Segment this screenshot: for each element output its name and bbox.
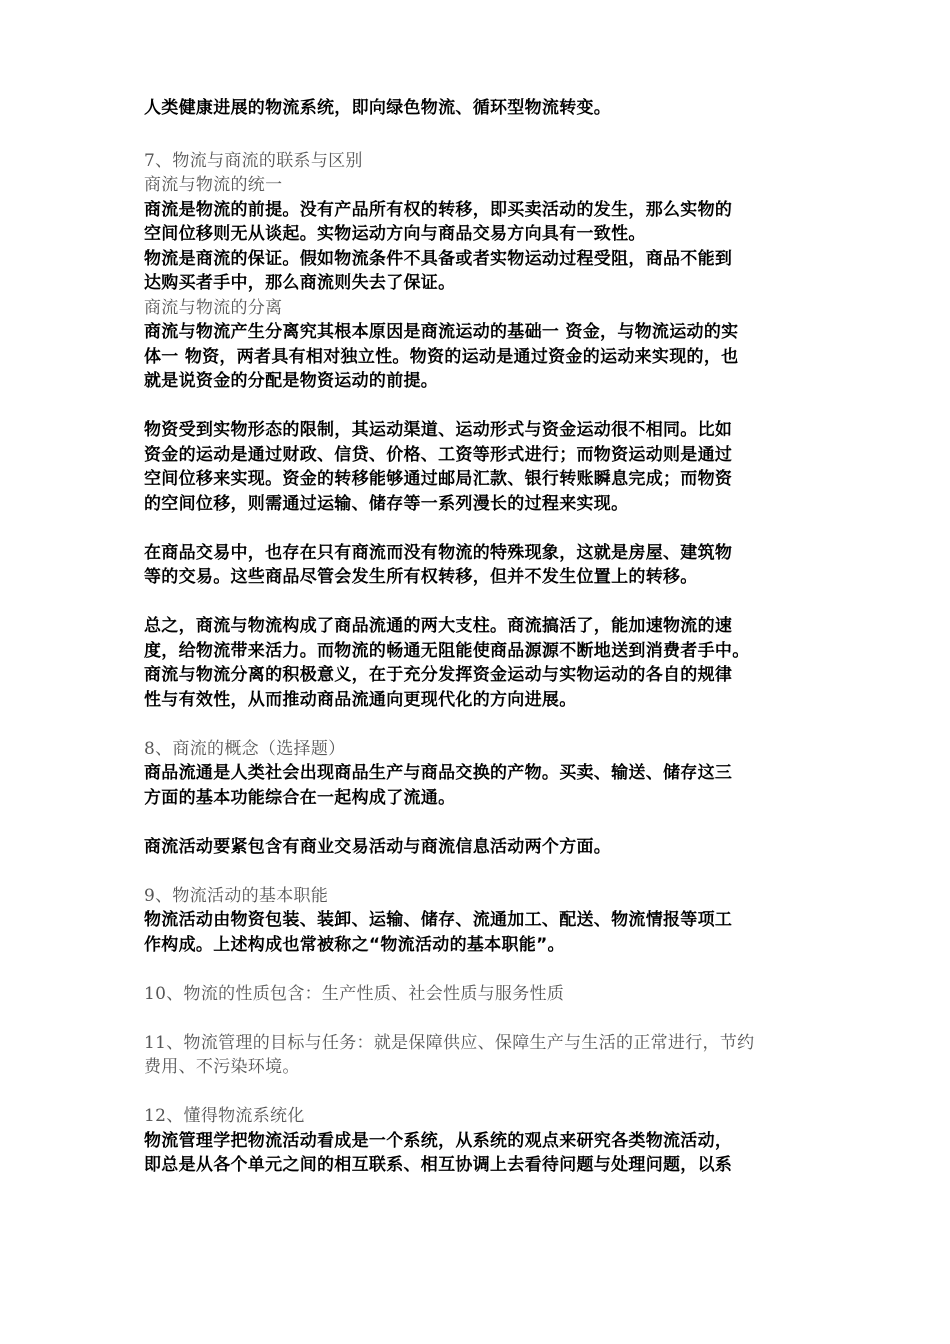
spacer	[144, 712, 824, 737]
section-7-p4-line-4: 的空间位移，则需通过运输、储存等一系列漫长的过程来实现。	[144, 493, 629, 514]
section-7-heading: 7、物流与商流的联系与区别	[144, 150, 363, 171]
spacer	[144, 810, 824, 835]
section-7-p3-line-1: 商流与物流产生分离究其根本原因是商流运动的基础一 资金，与物流运动的实	[144, 322, 739, 342]
section-7-p4-line-1: 物资受到实物形态的限制，其运动渠道、运动形式与资金运动很不相同。比如	[144, 420, 733, 440]
section-10-heading: 10、物流的性质包含：生产性质、社会性质与服务性质	[144, 983, 565, 1004]
section-9-p1-line-2: 作构成。上述构成也常被称之“物流活动的基本职能”。	[144, 934, 565, 955]
section-11-line-2: 费用、不污染环境。	[144, 1057, 300, 1077]
section-8-p2-line-1: 商流活动要紧包含有商业交易活动与商流信息活动两个方面。	[144, 836, 612, 857]
section-9-heading: 9、物流活动的基本职能	[144, 885, 329, 906]
section-7-p2-line-2: 达购买者手中，那么商流则失去了保证。	[144, 273, 456, 293]
spacer	[144, 590, 824, 615]
spacer	[144, 859, 824, 884]
document-page	[144, 96, 824, 1178]
section-12-p1-line-1: 物流管理学把物流活动看成是一个系统，从系统的观点来研究各类物流活动，	[144, 1130, 733, 1151]
section-7-p3-line-2: 体一 物资，两者具有相对独立性。物资的运动是通过资金的运动来实现的，也	[144, 346, 739, 367]
section-7-p6-line-1: 总之，商流与物流构成了商品流通的两大支柱。商流搞活了，能加速物流的速	[144, 616, 733, 636]
section-7-p4-line-3: 空间位移来实现。资金的转移能够通过邮局汇款、银行转账瞬息完成；而物资	[144, 469, 733, 489]
section-7-p3-line-3: 就是说资金的分配是物资运动的前提。	[144, 371, 439, 391]
spacer	[144, 516, 824, 541]
section-8-heading: 8、商流的概念（选择题）	[144, 738, 346, 759]
section-9-p1-line-1: 物流活动由物资包装、装卸、运输、储存、流通加工、配送、物流情报等项工	[144, 910, 733, 930]
section-7-p1-line-2: 空间位移则无从谈起。实物运动方向与商品交易方向具有一致性。	[144, 224, 646, 244]
section-7-p6-line-3: 商流与物流分离的积极意义，在于充分发挥资金运动与实物运动的各自的规律	[144, 665, 733, 685]
section-8-p1-line-1: 商品流通是人类社会出现商品生产与商品交换的产物。买卖、输送、储存这三	[144, 763, 733, 783]
spacer	[144, 1006, 824, 1031]
section-7-subheading-separation: 商流与物流的分离	[144, 297, 283, 318]
section-7-p6-line-4: 性与有效性，从而推动商品流通向更现代化的方向进展。	[144, 689, 577, 710]
section-11-line-1: 11、物流管理的目标与任务：就是保障供应、保障生产与生活的正常进行，节约	[144, 1032, 755, 1053]
section-12-heading: 12、懂得物流系统化	[144, 1106, 305, 1126]
intro-line: 人类健康进展的物流系统，即向绿色物流、循环型物流转变。	[144, 98, 612, 118]
section-7-p4-line-2: 资金的运动是通过财政、信贷、价格、工资等形式进行；而物资运动则是通过	[144, 444, 733, 465]
spacer	[144, 121, 824, 149]
spacer	[144, 957, 824, 982]
section-7-p5-line-1: 在商品交易中，也存在只有商流而没有物流的特殊现象，这就是房屋、建筑物	[144, 542, 733, 563]
section-12-p1-line-2: 即总是从各个单元之间的相互联系、相互协调上去看待问题与处理问题，以系	[144, 1155, 733, 1175]
section-7-p2-line-1: 物流是商流的保证。假如物流条件不具备或者实物运动过程受阻，商品不能到	[144, 248, 733, 269]
spacer	[144, 394, 824, 419]
spacer	[144, 1080, 824, 1105]
section-7-p1-line-1: 商流是物流的前提。没有产品所有权的转移，即买卖活动的发生，那么实物的	[144, 199, 733, 220]
section-7-p5-line-2: 等的交易。这些商品尽管会发生所有权转移，但并不发生位置上的转移。	[144, 567, 698, 587]
section-7-p6-line-2: 度，给物流带来活力。而物流的畅通无阻能使商品源源不断地送到消费者手中。	[144, 640, 750, 661]
section-7-subheading-unity: 商流与物流的统一	[144, 175, 283, 195]
section-8-p1-line-2: 方面的基本功能综合在一起构成了流通。	[144, 787, 456, 808]
